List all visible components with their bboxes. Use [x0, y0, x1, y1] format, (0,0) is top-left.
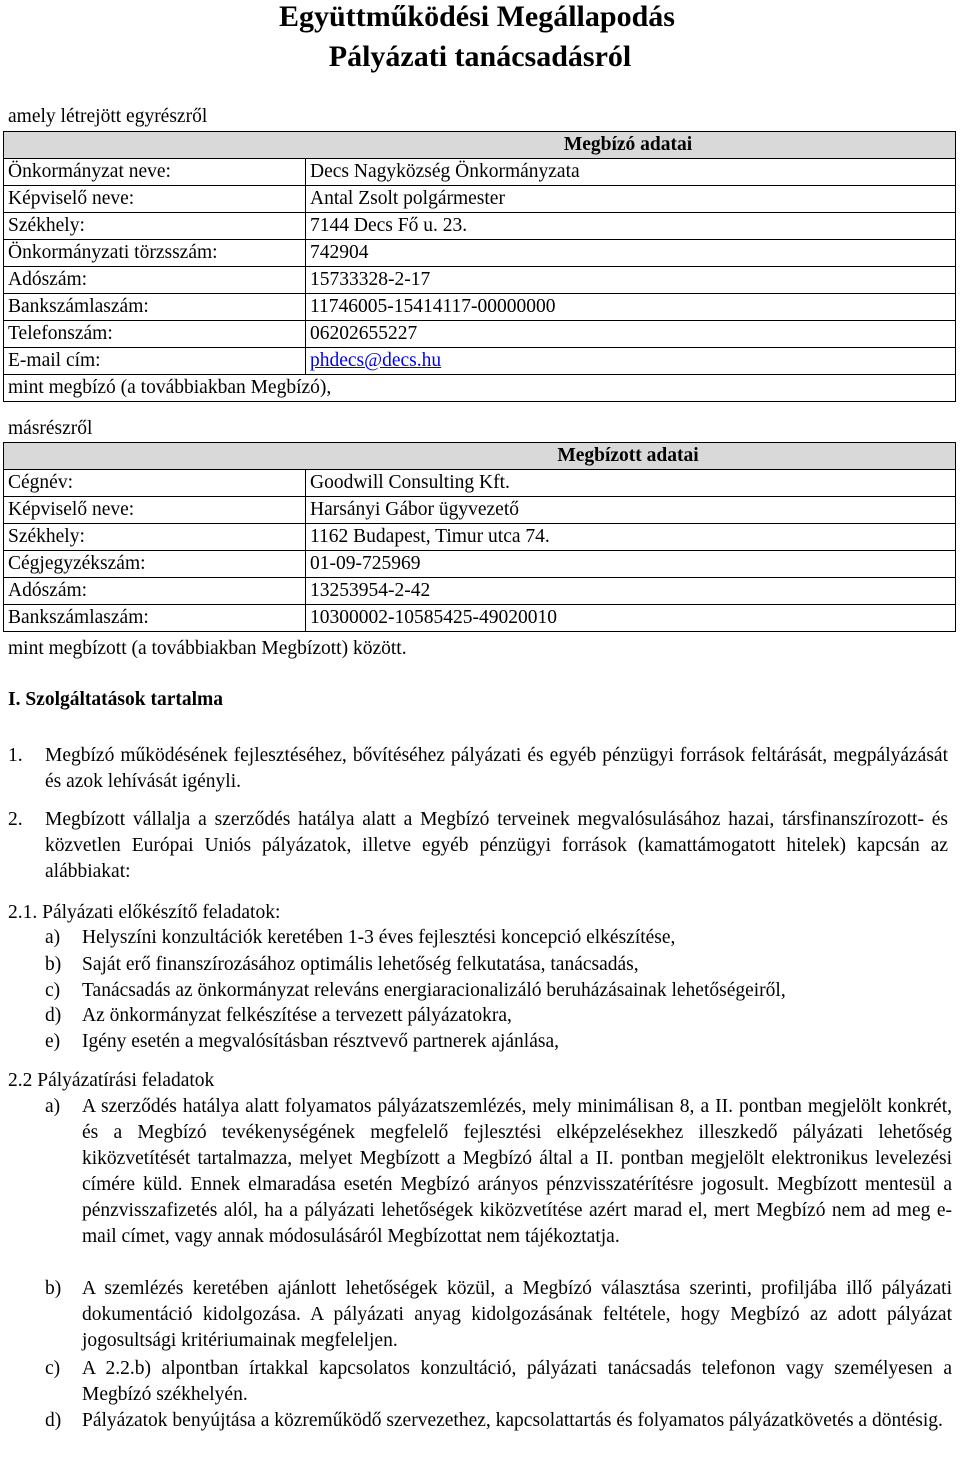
other-side-text: másrészről	[8, 418, 93, 439]
list-item-label: e)	[45, 1031, 61, 1052]
table-row	[4, 578, 956, 605]
table-row	[4, 524, 956, 551]
row-value: Antal Zsolt polgármester	[306, 186, 956, 213]
row-value: Decs Nagyközség Önkormányzata	[306, 159, 956, 186]
row-label: E-mail cím:	[4, 348, 306, 375]
paragraph-number: 1.	[8, 745, 23, 766]
paragraph-1: Megbízó működésének fejlesztéséhez, bővítéséhez pályázati és egyéb pénzügyi források feltárását, megpályázását és azok lehívását igényli.	[45, 745, 948, 792]
table-row	[4, 213, 956, 240]
table-row	[4, 605, 956, 632]
row-label: Telefonszám:	[4, 321, 306, 348]
subsection-heading: 2.1. Pályázati előkészítő feladatok:	[8, 902, 281, 923]
table-row	[4, 186, 956, 213]
row-label: Önkormányzat neve:	[4, 159, 306, 186]
row-value: 13253954-2-42	[306, 578, 956, 605]
list-item-label: b)	[45, 1278, 62, 1299]
row-value: 1162 Budapest, Timur utca 74.	[306, 524, 956, 551]
list-item-text: Tanácsadás az önkormányzat releváns energiaracionalizáló beruházásainak lehetőségeiről,	[82, 980, 786, 1001]
row-label: Székhely:	[4, 524, 306, 551]
row-label: Cégnév:	[4, 470, 306, 497]
email-link[interactable]: phdecs@decs.hu	[310, 350, 442, 371]
row-label: Adószám:	[4, 267, 306, 294]
row-value: 10300002-10585425-49020010	[306, 605, 956, 632]
list-item-label: c)	[45, 1358, 61, 1379]
list-item-text: A szerződés hatálya alatt folyamatos pályázatszemlézés, mely minimálisan 8, a II. pontban megjelölt konkrét, és a Megbízó tevékenységének megfelelő fejlesztési elképzelésekhez illeszkedő pályázati lehetőség kiközvetítését tartalmazza, melyet Megbízott a Megbízó által a II. pontban megjelölt elektronikus levelezési címére küld. Ennek elmaradása esetén Megbízó arányos pénzvisszatérítésre jogosult. Megbízott mentesül a pénzvisszafizetés alól, ha a pályázati lehetőségek kiközvetítése azért marad el, mert Megbízó nem ad meg e-mail címet, vagy annak módosulásáról Megbízottat nem tájékoztatja.	[82, 1096, 952, 1247]
list-item-text: Az önkormányzat felkészítése a tervezett pályázatokra,	[82, 1005, 512, 1026]
table-row	[4, 348, 956, 375]
list-item-label: a)	[45, 1096, 61, 1117]
list-item-label: a)	[45, 927, 61, 948]
row-label: Bankszámlaszám:	[4, 294, 306, 321]
row-label: Székhely:	[4, 213, 306, 240]
list-item-text: Helyszíni konzultációk keretében 1-3 éves fejlesztési koncepció elkészítése,	[82, 927, 676, 948]
paragraph-2: Megbízott vállalja a szerződés hatálya alatt a Megbízó terveinek megvalósulásához hazai, társfinanszírozott- és közvetlen Európai Uniós pályázatok, illetve egyéb pénzügyi források (kamattámogatott hitelek) kapcsán az alábbiakat:	[45, 809, 948, 882]
table-row	[4, 159, 956, 186]
row-label: Képviselő neve:	[4, 497, 306, 524]
table-row	[4, 321, 956, 348]
subsection-heading: 2.2 Pályázatírási feladatok	[8, 1070, 215, 1091]
table-row	[4, 497, 956, 524]
list-item-text: Pályázatok benyújtása a közreműködő szervezethez, kapcsolattartás és folyamatos pályázatkövetés a döntésig.	[82, 1410, 943, 1431]
table-row	[4, 375, 956, 402]
contractor-closing: mint megbízott (a továbbiakban Megbízott) között.	[8, 638, 407, 659]
row-value: Goodwill Consulting Kft.	[306, 470, 956, 497]
client-data-table	[3, 131, 956, 402]
client-closing: mint megbízó (a továbbiakban Megbízó),	[4, 375, 956, 402]
contractor-data-table	[3, 442, 956, 632]
document-title: Együttműködési Megállapodás	[279, 0, 675, 33]
row-value: 7144 Decs Fő u. 23.	[306, 213, 956, 240]
row-value: Harsányi Gábor ügyvezető	[306, 497, 956, 524]
list-item-label: b)	[45, 954, 62, 975]
row-value: 06202655227	[306, 321, 956, 348]
list-item-label: c)	[45, 980, 61, 1001]
list-item-label: d)	[45, 1410, 62, 1431]
row-value	[306, 348, 956, 375]
paragraph-number: 2.	[8, 809, 23, 830]
table-row	[4, 240, 956, 267]
row-value: 11746005-15414117-00000000	[306, 294, 956, 321]
row-label: Képviselő neve:	[4, 186, 306, 213]
table-row	[4, 294, 956, 321]
list-item-label: d)	[45, 1005, 62, 1026]
intro-text: amely létrejött egyrészről	[8, 106, 208, 127]
row-value: 01-09-725969	[306, 551, 956, 578]
list-item-text: Igény esetén a megvalósításban résztvevő partnerek ajánlása,	[82, 1031, 559, 1052]
section-heading: I. Szolgáltatások tartalma	[8, 689, 224, 710]
contractor-table-header: Megbízott adatai	[4, 443, 956, 470]
row-label: Önkormányzati törzsszám:	[4, 240, 306, 267]
client-table-header: Megbízó adatai	[4, 132, 956, 159]
document-subtitle: Pályázati tanácsadásról	[328, 40, 632, 73]
list-item-text: A 2.2.b) alpontban írtakkal kapcsolatos konzultáció, pályázati tanácsadás telefonon vagy személyesen a Megbízó székhelyén.	[82, 1358, 952, 1405]
list-item-text: Saját erő finanszírozásához optimális lehetőség felkutatása, tanácsadás,	[82, 954, 639, 975]
row-label: Adószám:	[4, 578, 306, 605]
row-label: Bankszámlaszám:	[4, 605, 306, 632]
row-value: 742904	[306, 240, 956, 267]
list-item-text: A szemlézés keretében ajánlott lehetőségek közül, a Megbízó választása szerinti, profiljába illő pályázati dokumentáció kidolgozása. A pályázati anyag kidolgozásának feltétele, hogy Megbízó az adott pályázat jogosultsági kritériumainak megfeleljen.	[82, 1278, 952, 1351]
row-value: 15733328-2-17	[306, 267, 956, 294]
table-row	[4, 470, 956, 497]
row-label: Cégjegyzékszám:	[4, 551, 306, 578]
table-row	[4, 551, 956, 578]
table-row	[4, 267, 956, 294]
